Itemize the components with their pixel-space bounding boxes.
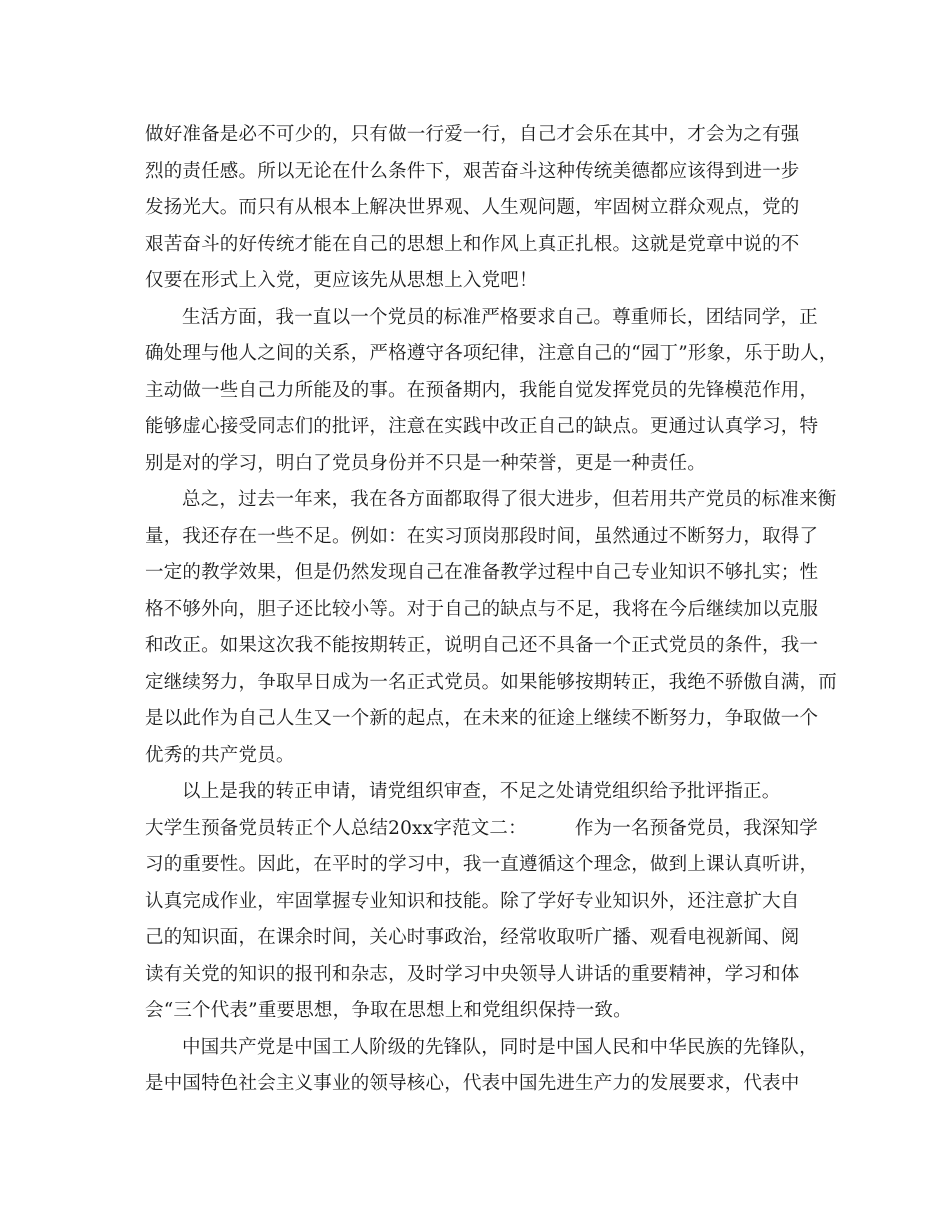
text-line-content: 一定的教学效果，但是仍然发现自己在准备教学过程中自己专业知识不够扎实；性: [145, 562, 819, 583]
text-line-content: 以上是我的转正申请，请党组织审查，不足之处请党组织给予批评指正。: [182, 781, 781, 802]
text-line-content: 认真完成作业，牢固掌握专业知识和技能。除了学好专业知识外，还注意扩大自: [145, 890, 800, 912]
text-line: [145, 519, 819, 556]
text-line-content: 中国共产党是中国工人阶级的先锋队，同时是中国人民和中华民族的先锋队，: [182, 1036, 818, 1058]
text-line-content: 生活方面，我一直以一个党员的标准严格要求自己。尊重师长，团结同学，正: [182, 306, 818, 328]
text-line: [145, 774, 810, 811]
text-line: [145, 482, 837, 519]
text-line: [145, 300, 818, 337]
text-line: [145, 117, 810, 154]
text-line-content: 定继续努力，争取早日成为一名正式党员。如果能够按期转正，我绝不骄傲自满，而: [145, 671, 837, 693]
text-line-content: 别是对的学习，明白了党员身份并不只是一种荣誉，更是一种责任。: [145, 452, 707, 474]
text-line: [145, 920, 810, 957]
text-line-content: 是中国特色社会主义事业的领导核心，代表中国先进生产力的发展要求，代表中: [145, 1073, 800, 1094]
text-line: [145, 373, 819, 410]
text-line: [145, 555, 819, 592]
text-line: [145, 154, 810, 191]
text-line-content: 和改正。如果这次我不能按期转正，说明自己还不具备一个正式党员的条件，我一: [145, 635, 819, 656]
text-line: [145, 446, 810, 483]
text-line-content: 会“三个代表”重要思想，争取在思想上和党组织保持一致。: [145, 1000, 632, 1021]
text-line: [145, 190, 810, 227]
text-line-content: 大学生预备党员转正个人总结20xx字范文二：: [145, 817, 527, 839]
text-line: [145, 884, 810, 921]
text-line: [145, 592, 819, 629]
text-line: [145, 409, 819, 446]
text-line: [145, 1066, 810, 1103]
text-line-content: 优秀的共产党员。: [145, 744, 295, 766]
text-line: [145, 738, 810, 775]
text-line: [145, 993, 810, 1030]
text-line-content: 发扬光大。而只有从根本上解决世界观、人生观问题，牢固树立群众观点，党的: [145, 197, 800, 218]
text-line-content: 主动做一些自己力所能及的事。在预备期内，我能自觉发挥党员的先锋模范作用，: [145, 379, 819, 401]
text-line-content: 总之，过去一年来，我在各方面都取得了很大进步，但若用共产党员的标准来衡: [182, 489, 837, 510]
text-line-content: 格不够外向，胆子还比较小等。对于自己的缺点与不足，我将在今后继续加以克服: [145, 598, 819, 620]
text-line-content: 做好准备是必不可少的，只有做一行爱一行，自己才会乐在其中，才会为之有强: [145, 124, 800, 145]
text-line-content: 仅要在形式上入党，更应该先从思想上入党吧！: [145, 270, 538, 291]
text-line: [145, 847, 819, 884]
text-line: [145, 336, 838, 373]
text-line: [145, 1030, 818, 1067]
text-line: [145, 701, 819, 738]
text-line: [145, 263, 810, 300]
text-line-content: 习的重要性。因此，在平时的学习中，我一直遵循这个理念，做到上课认真听讲，: [145, 854, 819, 875]
text-line: [145, 628, 819, 665]
text-line-content: 艰苦奋斗的好传统才能在自己的思想上和作风上真正扎根。这就是党章中说的不: [145, 233, 800, 255]
text-line-content: 烈的责任感。所以无论在什么条件下，艰苦奋斗这种传统美德都应该得到进一步: [145, 160, 800, 182]
text-line: [145, 957, 810, 994]
text-line-content: 读有关党的知识的报刊和杂志，及时学习中央领导人讲话的重要精神，学习和体: [145, 963, 800, 985]
text-line: [145, 227, 810, 264]
document-body: [145, 117, 838, 1103]
text-line-content: 确处理与他人之间的关系，严格遵守各项纪律，注意自己的“园丁”形象，乐于助人，: [145, 343, 838, 364]
text-line: [145, 811, 818, 848]
text-line-content: 己的知识面，在课余时间，关心时事政治，经常收取听广播、观看电视新闻、阅: [145, 927, 800, 948]
text-line-content: 能够虚心接受同志们的批评，注意在实践中改正自己的缺点。更通过认真学习，特: [145, 416, 819, 437]
text-line-content: 是以此作为自己人生又一个新的起点，在未来的征途上继续不断努力，争取做一个: [145, 708, 819, 729]
text-line-continuation: 作为一名预备党员，我深知学: [574, 817, 818, 839]
text-line: [145, 665, 837, 702]
text-line-content: 量，我还存在一些不足。例如：在实习顶岗那段时间，虽然通过不断努力，取得了: [145, 525, 819, 547]
